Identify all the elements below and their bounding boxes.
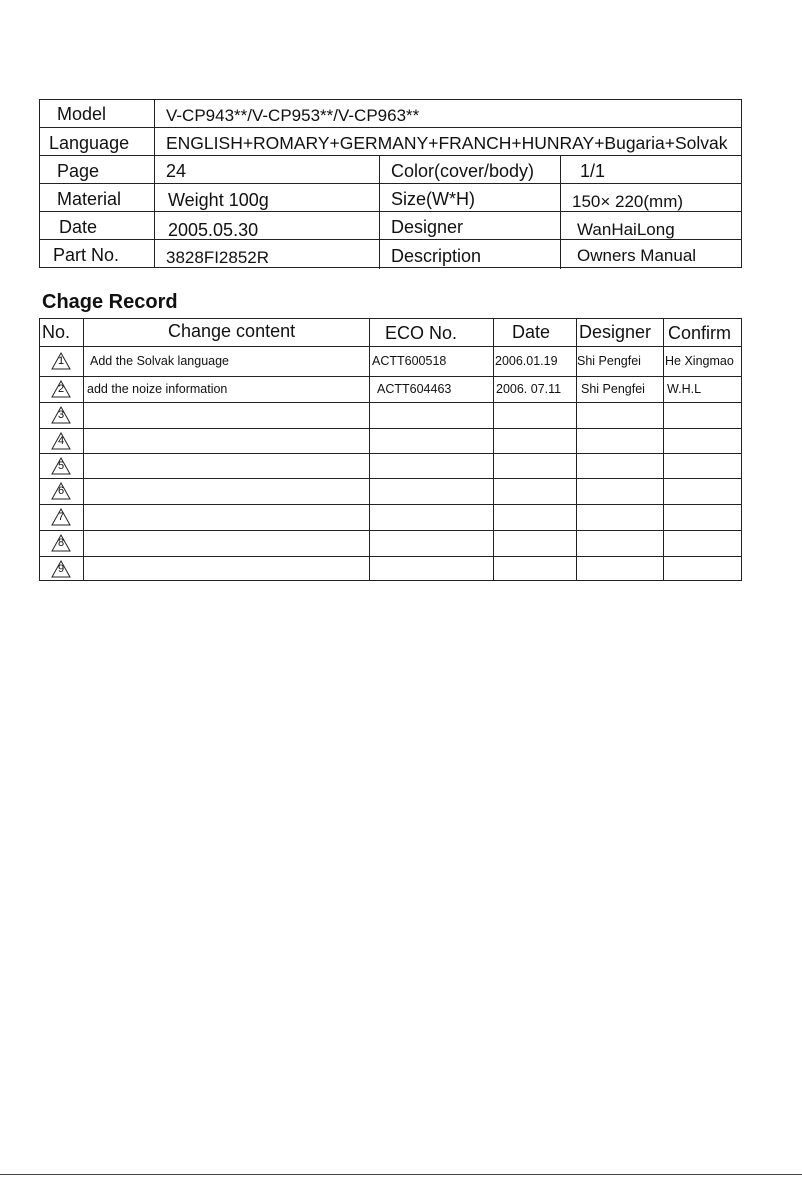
- language-label: Language: [49, 133, 130, 153]
- date-row: [40, 212, 741, 240]
- model-row: [40, 100, 741, 128]
- model-value: V-CP943**/V-CP953**/V-CP963**: [166, 106, 420, 125]
- date-label: Date: [59, 217, 98, 237]
- row-date: 2006.01.19: [495, 354, 558, 368]
- table-row: [40, 346, 741, 376]
- revision-number: 9: [57, 563, 65, 575]
- table-row: [40, 504, 741, 530]
- partno-value: 3828FI2852R: [166, 248, 270, 267]
- header-designer: Designer: [579, 322, 652, 342]
- revision-number: 6: [57, 485, 65, 497]
- row-date: 2006. 07.11: [496, 382, 562, 396]
- spec-table: [39, 99, 742, 268]
- model-label: Model: [57, 104, 107, 124]
- revision-triangle-icon: [51, 560, 71, 578]
- partno-row: [40, 240, 741, 269]
- size-label: Size(W*H): [391, 189, 475, 209]
- table-row: [40, 556, 741, 581]
- change-record-table: [39, 318, 742, 581]
- page-label: Page: [57, 161, 100, 181]
- change-record-title: Chage Record: [42, 291, 178, 313]
- partno-label: Part No.: [53, 245, 120, 265]
- table-row: [40, 376, 741, 402]
- revision-triangle-icon: [51, 352, 71, 370]
- page-bottom-rule: [0, 1174, 802, 1175]
- revision-number: 8: [57, 537, 65, 549]
- revision-triangle-icon: [51, 534, 71, 552]
- description-label: Description: [391, 246, 482, 266]
- row-designer: Shi Pengfei: [577, 354, 641, 368]
- table-row: [40, 453, 741, 478]
- row-eco-no: ACTT604463: [377, 382, 452, 396]
- revision-number: 7: [57, 511, 65, 523]
- designer-value: WanHaiLong: [577, 220, 675, 239]
- revision-triangle-icon: [51, 457, 71, 475]
- revision-triangle-icon: [51, 432, 71, 450]
- page-value: 24: [166, 161, 187, 181]
- revision-triangle-icon: [51, 380, 71, 398]
- material-value: Weight 100g: [168, 190, 269, 210]
- header-no: No.: [42, 322, 71, 342]
- header-change-content: Change content: [168, 321, 296, 341]
- row-eco-no: ACTT600518: [372, 354, 447, 368]
- table-row: [40, 428, 741, 453]
- date-value: 2005.05.30: [168, 220, 259, 240]
- table-row: [40, 478, 741, 504]
- size-value: 150× 220(mm): [572, 192, 684, 211]
- row-confirm: He Xingmao: [665, 354, 734, 368]
- color-label: Color(cover/body): [391, 161, 535, 181]
- revision-triangle-icon: [51, 406, 71, 424]
- header-confirm: Confirm: [668, 323, 732, 343]
- description-value: Owners Manual: [577, 246, 697, 265]
- revision-number: 4: [57, 435, 65, 447]
- language-value: ENGLISH+ROMARY+GERMANY+FRANCH+HUNRAY+Bugaria+Solvak: [166, 133, 728, 153]
- page-row: [40, 156, 741, 184]
- revision-triangle-icon: [51, 482, 71, 500]
- revision-number: 3: [57, 409, 65, 421]
- revision-triangle-icon: [51, 508, 71, 526]
- table-row: [40, 402, 741, 428]
- row-designer: Shi Pengfei: [581, 382, 645, 396]
- row-change-content: Add the Solvak language: [90, 354, 229, 368]
- row-confirm: W.H.L: [667, 382, 702, 396]
- material-label: Material: [57, 189, 122, 209]
- revision-number: 5: [57, 460, 65, 472]
- header-eco-no: ECO No.: [385, 323, 458, 343]
- language-row: [40, 128, 741, 156]
- header-date: Date: [512, 322, 551, 342]
- revision-number: 2: [57, 383, 65, 395]
- revision-number: 1: [57, 355, 65, 367]
- color-value: 1/1: [580, 161, 606, 181]
- material-row: [40, 184, 741, 212]
- table-row: [40, 530, 741, 556]
- row-change-content: add the noize information: [87, 382, 228, 396]
- designer-label: Designer: [391, 217, 464, 237]
